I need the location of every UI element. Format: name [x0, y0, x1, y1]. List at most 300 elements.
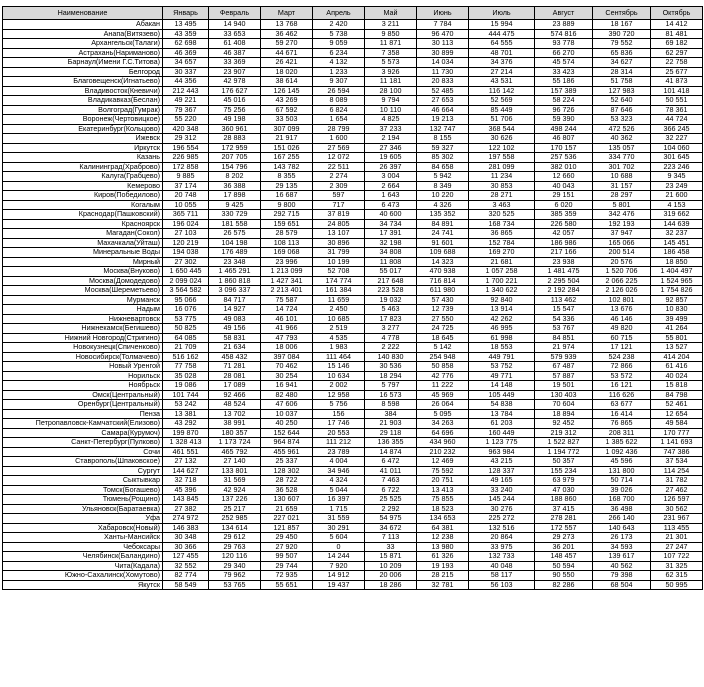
passenger-count-cell: 8 598 — [365, 400, 417, 410]
airport-name-cell: Сыктывкар — [3, 476, 163, 486]
passenger-count-cell: 37 947 — [593, 229, 651, 239]
passenger-count-cell: 71 281 — [209, 362, 261, 372]
passenger-count-cell: 79 398 — [593, 571, 651, 581]
passenger-count-cell: 36 388 — [209, 181, 261, 191]
passenger-count-cell: 18 294 — [365, 371, 417, 381]
passenger-count-cell: 1 233 — [313, 67, 365, 77]
passenger-count-cell: 37 174 — [163, 181, 209, 191]
passenger-count-cell: 13 527 — [651, 343, 703, 353]
passenger-count-cell: 12 739 — [417, 305, 469, 315]
airport-name-cell: Новокузнецк(Спиченково) — [3, 343, 163, 353]
passenger-count-cell: 55 801 — [651, 333, 703, 343]
passenger-count-cell: 37 819 — [313, 210, 365, 220]
passenger-count-cell: 210 232 — [417, 447, 469, 457]
passenger-count-cell: 75 855 — [417, 495, 469, 505]
airport-name-cell: Москва(Домодедово) — [3, 276, 163, 286]
passenger-count-cell: 58 117 — [469, 571, 535, 581]
passenger-count-cell: 53 765 — [209, 580, 261, 590]
passenger-count-cell: 26 173 — [593, 533, 651, 543]
passenger-count-cell: 320 525 — [469, 210, 535, 220]
passenger-count-cell: 5 573 — [365, 58, 417, 68]
passenger-count-cell: 53 775 — [163, 314, 209, 324]
passenger-count-cell: 9 307 — [313, 77, 365, 87]
passenger-count-cell: 15 547 — [535, 305, 593, 315]
passenger-count-cell: 53 242 — [163, 400, 209, 410]
passenger-count-cell: 18 286 — [365, 580, 417, 590]
passenger-count-cell: 716 814 — [417, 276, 469, 286]
passenger-count-cell: 30 291 — [313, 523, 365, 533]
passenger-count-cell: 6 824 — [313, 105, 365, 115]
airport-name-cell: Магадан(Сокол) — [3, 229, 163, 239]
passenger-count-cell: 17 823 — [365, 314, 417, 324]
passenger-count-cell: 14 927 — [209, 305, 261, 315]
passenger-count-cell: 180 357 — [209, 428, 261, 438]
passenger-count-cell: 46 995 — [469, 324, 535, 334]
passenger-count-cell: 1 465 291 — [209, 267, 261, 277]
passenger-count-cell: 31 569 — [209, 476, 261, 486]
passenger-count-cell: 5 463 — [365, 305, 417, 315]
passenger-count-cell: 13 107 — [313, 229, 365, 239]
passenger-count-cell: 58 549 — [163, 580, 209, 590]
passenger-count-cell: 301 645 — [651, 153, 703, 163]
passenger-count-cell: 611 980 — [417, 286, 469, 296]
table-row — [3, 485, 703, 495]
passenger-count-cell: 21 600 — [651, 191, 703, 201]
passenger-count-cell: 91 601 — [417, 238, 469, 248]
passenger-count-cell: 20 553 — [313, 428, 365, 438]
table-row — [3, 191, 703, 201]
passenger-count-cell: 1 600 — [313, 134, 365, 144]
passenger-count-cell: 45 016 — [209, 96, 261, 106]
passenger-count-cell: 33 — [365, 542, 417, 552]
passenger-count-cell: 61 408 — [209, 39, 261, 49]
passenger-count-cell: 28 883 — [209, 134, 261, 144]
airport-name-cell: Сочи — [3, 447, 163, 457]
passenger-count-cell: 0 — [313, 542, 365, 552]
passenger-count-cell: 68 504 — [593, 580, 651, 590]
passenger-count-cell: 50 858 — [417, 362, 469, 372]
passenger-count-cell: 133 801 — [209, 466, 261, 476]
passenger-count-cell: 1 700 221 — [469, 276, 535, 286]
passenger-count-cell: 8 089 — [313, 96, 365, 106]
passenger-count-cell: 22 758 — [651, 58, 703, 68]
passenger-count-cell: 4 153 — [651, 200, 703, 210]
passenger-count-cell: 116 626 — [593, 390, 651, 400]
airport-name-cell: Москва(Внуково) — [3, 267, 163, 277]
passenger-count-cell: 66 270 — [535, 48, 593, 58]
passenger-count-cell: 79 552 — [593, 39, 651, 49]
passenger-count-cell: 28 579 — [261, 229, 313, 239]
passenger-count-cell: 52 640 — [593, 96, 651, 106]
passenger-count-cell: 1 173 724 — [209, 438, 261, 448]
table-row — [3, 457, 703, 467]
airport-name-cell: Новый Уренгой — [3, 362, 163, 372]
passenger-count-cell: 368 544 — [469, 124, 535, 134]
passenger-count-cell: 44 356 — [163, 77, 209, 87]
passenger-count-cell: 1 213 099 — [261, 267, 313, 277]
passenger-count-cell: 51 706 — [469, 115, 535, 125]
passenger-count-cell: 59 270 — [261, 39, 313, 49]
passenger-count-cell: 20 748 — [163, 191, 209, 201]
passenger-count-cell: 197 558 — [469, 153, 535, 163]
passenger-count-cell: 29 151 — [535, 191, 593, 201]
passenger-count-cell: 461 551 — [163, 447, 209, 457]
passenger-count-cell: 85 449 — [469, 105, 535, 115]
passenger-count-cell: 46 101 — [261, 314, 313, 324]
passenger-count-cell: 1 404 497 — [651, 267, 703, 277]
passenger-count-cell: 292 715 — [261, 210, 313, 220]
passenger-count-cell: 31 325 — [651, 561, 703, 571]
passenger-count-cell: 70 604 — [535, 400, 593, 410]
passenger-count-cell: 2 295 504 — [535, 276, 593, 286]
passenger-count-cell: 281 099 — [469, 162, 535, 172]
passenger-count-cell: 72 935 — [261, 571, 313, 581]
passenger-count-cell: 23 789 — [313, 447, 365, 457]
passenger-count-cell: 36 201 — [535, 542, 593, 552]
airport-name-cell: Архангельск(Талаги) — [3, 39, 163, 49]
column-header-name: Наименование — [3, 7, 163, 20]
header-row — [3, 7, 703, 20]
passenger-count-cell: 46 387 — [209, 48, 261, 58]
passenger-count-cell: 29 273 — [535, 533, 593, 543]
passenger-count-cell: 26 575 — [209, 229, 261, 239]
passenger-count-cell: 27 140 — [209, 457, 261, 467]
passenger-count-cell: 36 462 — [261, 29, 313, 39]
passenger-count-cell: 397 084 — [261, 352, 313, 362]
table-row — [3, 86, 703, 96]
airport-name-cell: Челябинск(Баландино) — [3, 552, 163, 562]
passenger-count-cell: 7 113 — [365, 533, 417, 543]
passenger-count-cell: 18 894 — [535, 409, 593, 419]
table-row — [3, 343, 703, 353]
passenger-count-cell: 524 238 — [593, 352, 651, 362]
passenger-count-cell: 82 480 — [261, 390, 313, 400]
column-header-month: Апрель — [313, 7, 365, 20]
passenger-count-cell: 30 276 — [469, 504, 535, 514]
passenger-count-cell: 498 244 — [535, 124, 593, 134]
passenger-count-cell: 170 157 — [535, 143, 593, 153]
passenger-count-cell: 122 102 — [469, 143, 535, 153]
passenger-count-cell: 62 315 — [651, 571, 703, 581]
passenger-count-cell: 385 359 — [535, 210, 593, 220]
table-row — [3, 295, 703, 305]
passenger-count-cell: 10 199 — [313, 257, 365, 267]
passenger-count-cell: 84 798 — [651, 390, 703, 400]
passenger-count-cell: 27 247 — [651, 542, 703, 552]
passenger-count-cell: 2 450 — [313, 305, 365, 315]
table-row — [3, 466, 703, 476]
passenger-count-cell: 21 917 — [261, 134, 313, 144]
passenger-count-cell: 45 596 — [593, 457, 651, 467]
passenger-count-cell: 114 254 — [651, 466, 703, 476]
table-row — [3, 172, 703, 182]
passenger-count-cell: 226 985 — [163, 153, 209, 163]
passenger-count-cell: 169 270 — [469, 248, 535, 258]
passenger-count-cell: 4 825 — [365, 115, 417, 125]
passenger-count-cell: 365 711 — [163, 210, 209, 220]
passenger-count-cell: 597 — [313, 191, 365, 201]
passenger-count-cell: 319 662 — [651, 210, 703, 220]
passenger-count-cell: 52 485 — [417, 86, 469, 96]
table-row — [3, 390, 703, 400]
passenger-count-cell: 11 730 — [417, 67, 469, 77]
passenger-count-cell: 7 920 — [313, 561, 365, 571]
airport-name-cell: Тюмень(Рощино) — [3, 495, 163, 505]
passenger-count-cell: 59 390 — [535, 115, 593, 125]
passenger-count-cell: 75 592 — [417, 466, 469, 476]
airport-name-cell: Красноярск — [3, 219, 163, 229]
passenger-count-cell: 15 818 — [651, 381, 703, 391]
passenger-count-cell: 61 998 — [469, 333, 535, 343]
passenger-count-cell: 21 681 — [469, 257, 535, 267]
passenger-count-cell: 145 451 — [651, 238, 703, 248]
passenger-count-cell: 23 889 — [535, 20, 593, 30]
passenger-count-cell: 40 562 — [593, 561, 651, 571]
passenger-count-cell: 136 355 — [365, 438, 417, 448]
airport-name-cell: Надым — [3, 305, 163, 315]
passenger-count-cell: 12 660 — [535, 172, 593, 182]
airport-name-cell: Белгород — [3, 67, 163, 77]
passenger-count-cell: 33 423 — [535, 67, 593, 77]
passenger-count-cell: 101 744 — [163, 390, 209, 400]
passenger-count-cell: 132 747 — [417, 124, 469, 134]
passenger-count-cell: 131 800 — [593, 466, 651, 476]
passenger-count-cell: 13 676 — [593, 305, 651, 315]
passenger-count-cell: 30 899 — [417, 48, 469, 58]
passenger-count-cell: 19 501 — [535, 381, 593, 391]
passenger-count-cell: 52 708 — [313, 267, 365, 277]
passenger-count-cell: 9 800 — [261, 200, 313, 210]
passenger-count-cell: 717 — [313, 200, 365, 210]
airport-name-cell: Ульяновск(Баратаевка) — [3, 504, 163, 514]
passenger-count-cell: 34 627 — [593, 58, 651, 68]
passenger-count-cell: 135 057 — [593, 143, 651, 153]
passenger-count-cell: 16 573 — [365, 390, 417, 400]
passenger-count-cell: 49 771 — [469, 371, 535, 381]
passenger-count-cell: 14 034 — [417, 58, 469, 68]
passenger-count-cell: 23 249 — [651, 181, 703, 191]
passenger-count-cell: 43 359 — [163, 29, 209, 39]
airport-name-cell: Норильск — [3, 371, 163, 381]
passenger-count-cell: 48 524 — [209, 400, 261, 410]
passenger-count-cell: 64 696 — [417, 428, 469, 438]
airport-name-cell: Мирный — [3, 257, 163, 267]
passenger-count-cell: 58 224 — [535, 96, 593, 106]
passenger-count-cell: 37 534 — [651, 457, 703, 467]
passenger-count-cell: 8 202 — [209, 172, 261, 182]
passenger-count-cell: 152 784 — [469, 238, 535, 248]
passenger-count-cell: 33 503 — [261, 115, 313, 125]
passenger-count-cell: 58 831 — [209, 333, 261, 343]
passenger-count-cell: 30 853 — [469, 181, 535, 191]
passenger-count-cell: 2 192 284 — [535, 286, 593, 296]
passenger-count-cell: 1 650 445 — [163, 267, 209, 277]
passenger-count-cell: 127 455 — [163, 552, 209, 562]
passenger-count-cell: 27 462 — [651, 485, 703, 495]
passenger-count-cell: 50 551 — [651, 96, 703, 106]
airport-name-cell: Астрахань(Нариманово) — [3, 48, 163, 58]
passenger-count-cell: 579 939 — [535, 352, 593, 362]
passenger-count-cell: 217 648 — [365, 276, 417, 286]
passenger-count-cell: 134 653 — [417, 514, 469, 524]
passenger-count-cell: 1 057 258 — [469, 267, 535, 277]
passenger-count-cell: 29 135 — [261, 181, 313, 191]
passenger-count-cell: 12 469 — [417, 457, 469, 467]
passenger-count-cell: 17 391 — [365, 229, 417, 239]
passenger-count-cell: 36 498 — [593, 504, 651, 514]
passenger-count-cell: 77 758 — [163, 362, 209, 372]
table-row — [3, 238, 703, 248]
passenger-count-cell: 10 037 — [261, 409, 313, 419]
airport-name-cell: Нижневартовск — [3, 314, 163, 324]
passenger-count-cell: 32 552 — [163, 561, 209, 571]
passenger-count-cell: 33 653 — [209, 29, 261, 39]
passenger-count-cell: 2 002 — [313, 381, 365, 391]
passenger-count-cell: 3 463 — [469, 200, 535, 210]
passenger-count-cell: 63 979 — [535, 476, 593, 486]
passenger-count-cell: 121 857 — [261, 523, 313, 533]
passenger-count-cell: 301 702 — [593, 162, 651, 172]
table-row — [3, 409, 703, 419]
airport-name-cell: Киров(Победилово) — [3, 191, 163, 201]
passenger-count-cell: 55 220 — [163, 115, 209, 125]
airport-name-cell: Сургут — [3, 466, 163, 476]
passenger-count-cell: 16 076 — [163, 305, 209, 315]
passenger-count-cell: 30 562 — [651, 504, 703, 514]
passenger-count-cell: 3 564 582 — [163, 286, 209, 296]
passenger-count-cell: 21 634 — [209, 343, 261, 353]
table-row — [3, 276, 703, 286]
column-header-month: Май — [365, 7, 417, 20]
passenger-count-cell: 45 396 — [163, 485, 209, 495]
passenger-count-cell: 144 639 — [651, 219, 703, 229]
passenger-count-cell: 186 986 — [535, 238, 593, 248]
passenger-count-cell: 11 234 — [469, 172, 535, 182]
passenger-count-cell: 14 148 — [469, 381, 535, 391]
airport-name-cell: Южно-Сахалинск(Хомутово) — [3, 571, 163, 581]
passenger-count-cell: 1 860 818 — [209, 276, 261, 286]
passenger-count-cell: 30 626 — [469, 134, 535, 144]
passenger-count-cell: 18 553 — [469, 343, 535, 353]
passenger-count-cell: 15 146 — [313, 362, 365, 372]
passenger-count-cell: 330 729 — [209, 210, 261, 220]
passenger-count-cell: 65 836 — [593, 48, 651, 58]
passenger-count-cell: 18 006 — [261, 343, 313, 353]
passenger-count-cell: 5 604 — [313, 533, 365, 543]
passenger-count-cell: 196 024 — [163, 219, 209, 229]
passenger-count-cell: 2 274 — [313, 172, 365, 182]
passenger-count-cell: 226 580 — [535, 219, 593, 229]
passenger-count-cell: 32 198 — [365, 238, 417, 248]
table-row — [3, 48, 703, 58]
table-row — [3, 248, 703, 258]
airport-name-cell: Пенза — [3, 409, 163, 419]
column-header-month: Март — [261, 7, 313, 20]
column-header-month: Июнь — [417, 7, 469, 20]
table-row — [3, 314, 703, 324]
passenger-count-cell: 14 412 — [651, 20, 703, 30]
passenger-count-cell: 27 302 — [163, 257, 209, 267]
airport-name-cell: Новосибирск(Толмачево) — [3, 352, 163, 362]
column-header-month: Август — [535, 7, 593, 20]
table-row — [3, 381, 703, 391]
passenger-count-cell: 27 569 — [313, 143, 365, 153]
passenger-count-cell: 145 244 — [469, 495, 535, 505]
passenger-count-cell: 34 376 — [469, 58, 535, 68]
passenger-count-cell: 5 942 — [417, 172, 469, 182]
passenger-count-cell: 29 118 — [365, 428, 417, 438]
passenger-count-cell: 5 797 — [365, 381, 417, 391]
passenger-count-cell: 31 157 — [593, 181, 651, 191]
passenger-count-cell: 30 337 — [163, 67, 209, 77]
passenger-count-cell: 21 709 — [163, 343, 209, 353]
passenger-count-cell: 27 214 — [469, 67, 535, 77]
passenger-count-cell: 37 233 — [365, 124, 417, 134]
passenger-count-cell: 34 808 — [365, 248, 417, 258]
passenger-count-cell: 40 024 — [651, 371, 703, 381]
passenger-count-cell: 101 418 — [651, 86, 703, 96]
airport-name-cell: Абакан — [3, 20, 163, 30]
passenger-count-cell: 23 996 — [261, 257, 313, 267]
passenger-count-cell: 44 671 — [261, 48, 313, 58]
passenger-count-cell: 32 237 — [651, 229, 703, 239]
table-row — [3, 447, 703, 457]
table-row — [3, 210, 703, 220]
passenger-count-cell: 307 099 — [261, 124, 313, 134]
passenger-count-cell: 161 384 — [313, 286, 365, 296]
table-row — [3, 219, 703, 229]
passenger-count-cell: 1 141 693 — [651, 438, 703, 448]
passenger-count-cell: 30 254 — [261, 371, 313, 381]
passenger-count-cell: 254 948 — [417, 352, 469, 362]
table-row — [3, 476, 703, 486]
passenger-count-cell: 1 654 — [313, 115, 365, 125]
airport-name-cell: Иркутск — [3, 143, 163, 153]
table-row — [3, 362, 703, 372]
airport-name-cell: Когалым — [3, 200, 163, 210]
passenger-count-cell: 2 126 026 — [593, 286, 651, 296]
passenger-count-cell: 1 715 — [313, 504, 365, 514]
passenger-count-cell: 57 430 — [417, 295, 469, 305]
passenger-count-cell: 34 593 — [593, 542, 651, 552]
passenger-count-cell: 26 594 — [313, 86, 365, 96]
passenger-count-cell: 61 203 — [469, 419, 535, 429]
passenger-count-cell: 27 382 — [163, 504, 209, 514]
passenger-count-cell: 27 132 — [163, 457, 209, 467]
passenger-count-cell: 42 776 — [417, 371, 469, 381]
passenger-count-cell: 160 449 — [469, 428, 535, 438]
passenger-count-cell: 7 358 — [365, 48, 417, 58]
passenger-count-cell: 5 095 — [417, 409, 469, 419]
passenger-count-cell: 32 781 — [417, 580, 469, 590]
passenger-count-cell: 62 698 — [163, 39, 209, 49]
passenger-count-cell: 75 587 — [261, 295, 313, 305]
passenger-count-cell: 40 362 — [593, 134, 651, 144]
airport-name-cell: Екатеринбург(Кольцово) — [3, 124, 163, 134]
passenger-count-cell: 47 793 — [261, 333, 313, 343]
passenger-count-cell: 52 461 — [651, 400, 703, 410]
passenger-count-cell: 2 213 401 — [261, 286, 313, 296]
passenger-count-cell: 20 864 — [469, 533, 535, 543]
passenger-count-cell: 21 301 — [651, 533, 703, 543]
passenger-count-cell: 9 425 — [209, 200, 261, 210]
passenger-count-cell: 61 326 — [417, 552, 469, 562]
passenger-count-cell: 107 722 — [651, 552, 703, 562]
passenger-count-cell: 23 907 — [209, 67, 261, 77]
passenger-count-cell: 111 464 — [313, 352, 365, 362]
airport-name-cell: Казань — [3, 153, 163, 163]
passenger-count-cell: 113 462 — [535, 295, 593, 305]
